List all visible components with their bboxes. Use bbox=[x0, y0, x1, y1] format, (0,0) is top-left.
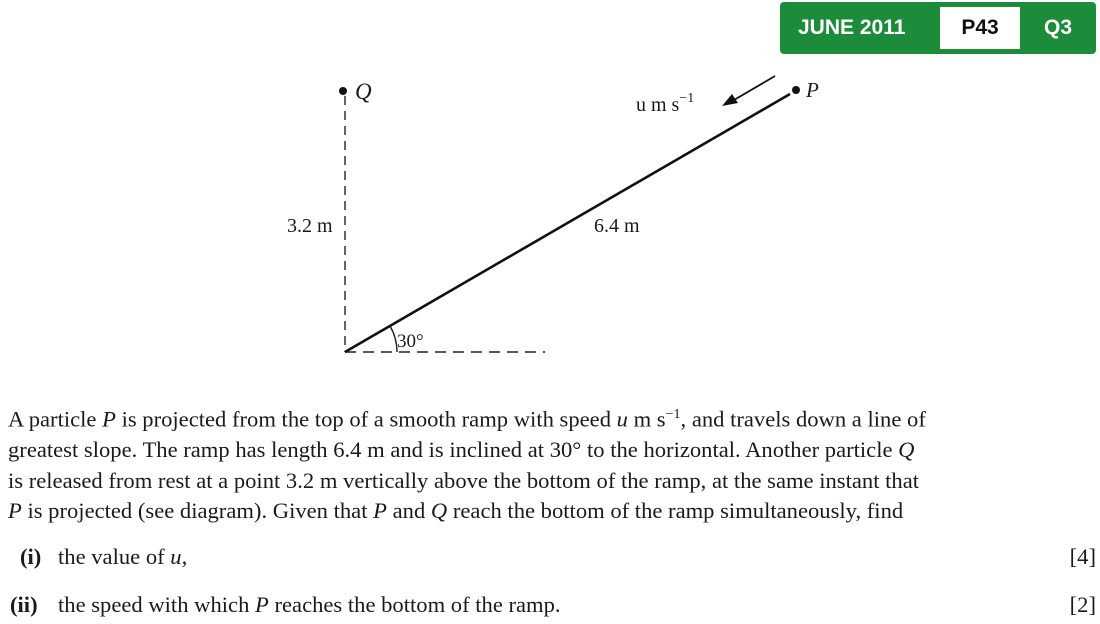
part-label: (i) bbox=[20, 544, 42, 569]
question-text bbox=[8, 400, 1098, 527]
velocity-arrow-shaft bbox=[734, 76, 775, 100]
angle-label: 30° bbox=[397, 331, 424, 352]
question-number: Q3 bbox=[1043, 16, 1072, 39]
part-text: the value of u, bbox=[58, 544, 188, 569]
label-p: P bbox=[806, 78, 819, 102]
question-line-1: A particle P is projected from the top of a smooth ramp with speed u m $s^{-1}$, and travels down a line of bbox=[8, 406, 926, 432]
height-label: 3.2 m bbox=[287, 215, 333, 237]
question-line-4: P is projected (see diagram). Given that P and Q reach the bottom of the ramp simultaneously, find bbox=[8, 498, 904, 524]
paper-code: P43 bbox=[940, 7, 1020, 49]
part-marks: [4] bbox=[1069, 544, 1096, 569]
speed-label-exponent: −1 bbox=[679, 91, 695, 106]
ramp-line bbox=[345, 94, 790, 352]
speed-label bbox=[636, 91, 694, 116]
part-ii bbox=[8, 592, 1096, 622]
question-line-3: is released from rest at a point 3.2 m vertically above the bottom of the ramp, at the same instant that bbox=[8, 467, 920, 493]
particle-q-dot bbox=[339, 87, 347, 95]
exam-session: JUNE 2011 bbox=[798, 16, 906, 39]
part-marks: [2] bbox=[1069, 592, 1096, 617]
part-label: (ii) bbox=[10, 592, 38, 617]
ramp-length-label: 6.4 m bbox=[594, 215, 640, 237]
particle-p-dot bbox=[792, 86, 800, 94]
velocity-arrow-head bbox=[722, 94, 738, 106]
question-line-2: greatest slope. The ramp has length 6.4 m and is inclined at 30° to the horizontal. Another particle Q bbox=[8, 437, 915, 463]
speed-label-unit: u m s bbox=[636, 94, 680, 116]
part-text: the speed with which P reaches the bottom of the ramp. bbox=[58, 592, 561, 617]
angle-arc bbox=[390, 326, 397, 352]
part-i bbox=[8, 544, 1096, 574]
label-q: Q bbox=[355, 79, 372, 104]
